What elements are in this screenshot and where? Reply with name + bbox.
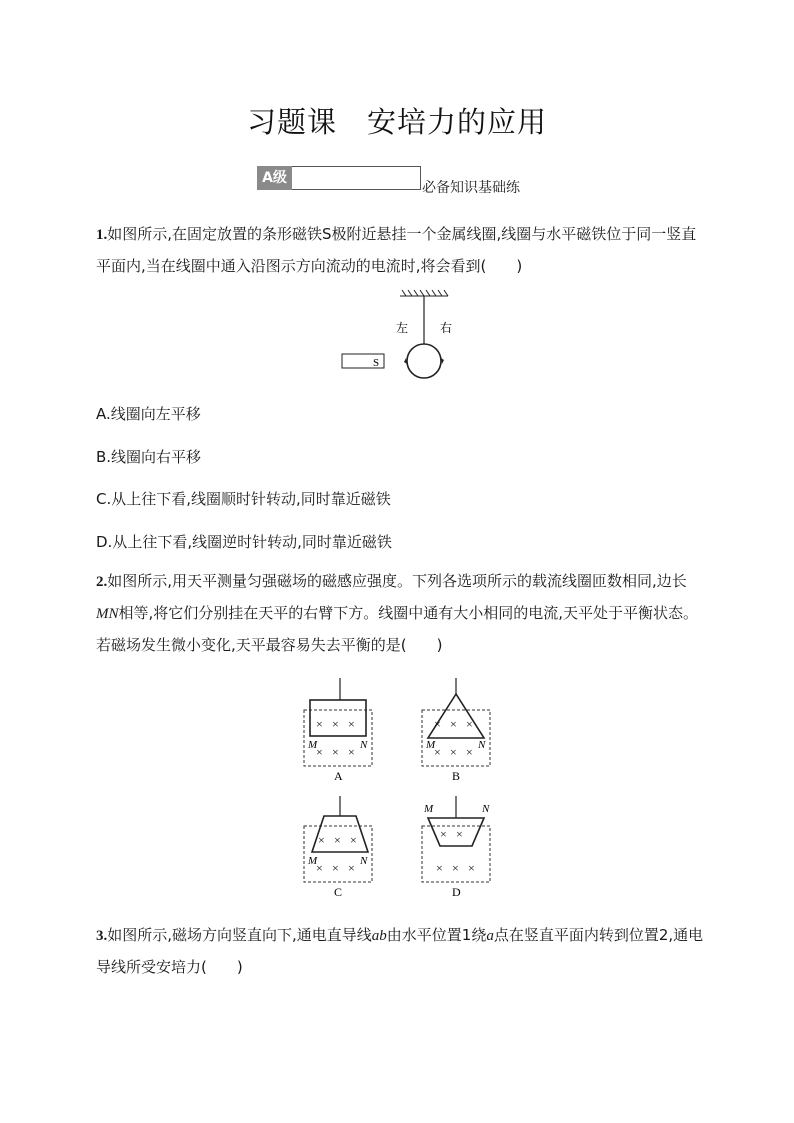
label-b: B <box>452 769 461 783</box>
label-c: C <box>334 885 343 899</box>
cross-a3: × <box>348 717 355 731</box>
cross-b2: × <box>450 717 457 731</box>
q1-option-d[interactable]: D.从上往下看,线圈逆时针转动,同时靠近磁铁 <box>96 533 392 551</box>
question-1 <box>96 219 706 282</box>
question-1-figure <box>330 288 470 388</box>
cross-c4: × <box>316 861 323 875</box>
point-m-c: M <box>308 855 318 867</box>
ceiling-hatch <box>400 290 448 296</box>
label-right: 右 <box>440 321 453 335</box>
cross-c6: × <box>348 861 355 875</box>
question-2-text-before: 如图所示,用天平测量匀强磁场的磁感应强度。下列各选项所示的载流线圈匝数相同,边长 <box>107 572 687 590</box>
question-3 <box>96 920 706 983</box>
question-3-var-a: a <box>486 928 494 944</box>
panel-b <box>422 678 490 783</box>
cross-b5: × <box>450 745 457 759</box>
cross-d5: × <box>468 861 475 875</box>
question-3-text-1: 如图所示,磁场方向竖直向下,通电直导线 <box>107 926 372 944</box>
cross-c2: × <box>334 833 341 847</box>
cross-b4: × <box>434 745 441 759</box>
point-m-a: M <box>308 739 318 751</box>
point-n-a: N <box>360 739 368 751</box>
q1-option-c[interactable]: C.从上往下看,线圈顺时针转动,同时靠近磁铁 <box>96 490 391 508</box>
level-label: 必备知识基础练 <box>422 180 520 196</box>
question-3-text-3: 点在竖直平面内转到位置2,通电导线所受安培力( ) <box>96 926 704 976</box>
question-2-number: 2. <box>96 574 108 590</box>
label-d: D <box>452 885 461 899</box>
q1-option-a[interactable]: A.线圈向左平移 <box>96 405 201 423</box>
panel-c <box>304 796 372 899</box>
panel-d <box>422 796 490 899</box>
cross-a2: × <box>332 717 339 731</box>
q1-option-b[interactable]: B.线圈向右平移 <box>96 448 202 466</box>
label-a: A <box>334 769 343 783</box>
question-2 <box>96 566 706 661</box>
metal-coil <box>407 344 441 378</box>
cross-d2: × <box>456 827 463 841</box>
coil-b <box>428 694 484 738</box>
point-n-b: N <box>478 739 486 751</box>
panel-a <box>304 678 372 783</box>
cross-d1: × <box>440 827 447 841</box>
cross-b3: × <box>466 717 473 731</box>
point-n-d: N <box>482 803 490 815</box>
cross-b1: × <box>434 717 441 731</box>
cross-c1: × <box>318 833 325 847</box>
question-3-var-ab: ab <box>371 928 387 944</box>
question-1-number: 1. <box>96 227 108 243</box>
cross-c5: × <box>332 861 339 875</box>
cross-b6: × <box>466 745 473 759</box>
question-2-var-mn: MN <box>96 606 119 622</box>
cross-a1: × <box>316 717 323 731</box>
cross-c3: × <box>350 833 357 847</box>
cross-d4: × <box>452 861 459 875</box>
point-n-c: N <box>360 855 368 867</box>
cross-a6: × <box>348 745 355 759</box>
cross-a5: × <box>332 745 339 759</box>
cross-d3: × <box>436 861 443 875</box>
question-3-text-2: 由水平位置1绕 <box>386 926 487 944</box>
question-1-text: 如图所示,在固定放置的条形磁铁S极附近悬挂一个金属线圈,线圈与水平磁铁位于同一竖直平面内,当在线圈中通入沿图示方向流动的电流时,将会看到( ) <box>96 225 697 275</box>
point-m-d: M <box>424 803 434 815</box>
question-2-figure <box>290 672 510 902</box>
level-tag: A级 <box>257 166 292 190</box>
label-left: 左 <box>396 321 409 335</box>
point-m-b: M <box>426 739 436 751</box>
question-2-text-after: 相等,将它们分别挂在天平的右臂下方。线圈中通有大小相同的电流,天平处于平衡状态。若磁场发生微小变化,天平最容易失去平衡的是( ) <box>96 604 699 654</box>
page-title: 习题课 安培力的应用 <box>246 105 547 139</box>
magnet-pole-label: S <box>373 357 380 369</box>
cross-a4: × <box>316 745 323 759</box>
question-3-number: 3. <box>96 928 108 944</box>
